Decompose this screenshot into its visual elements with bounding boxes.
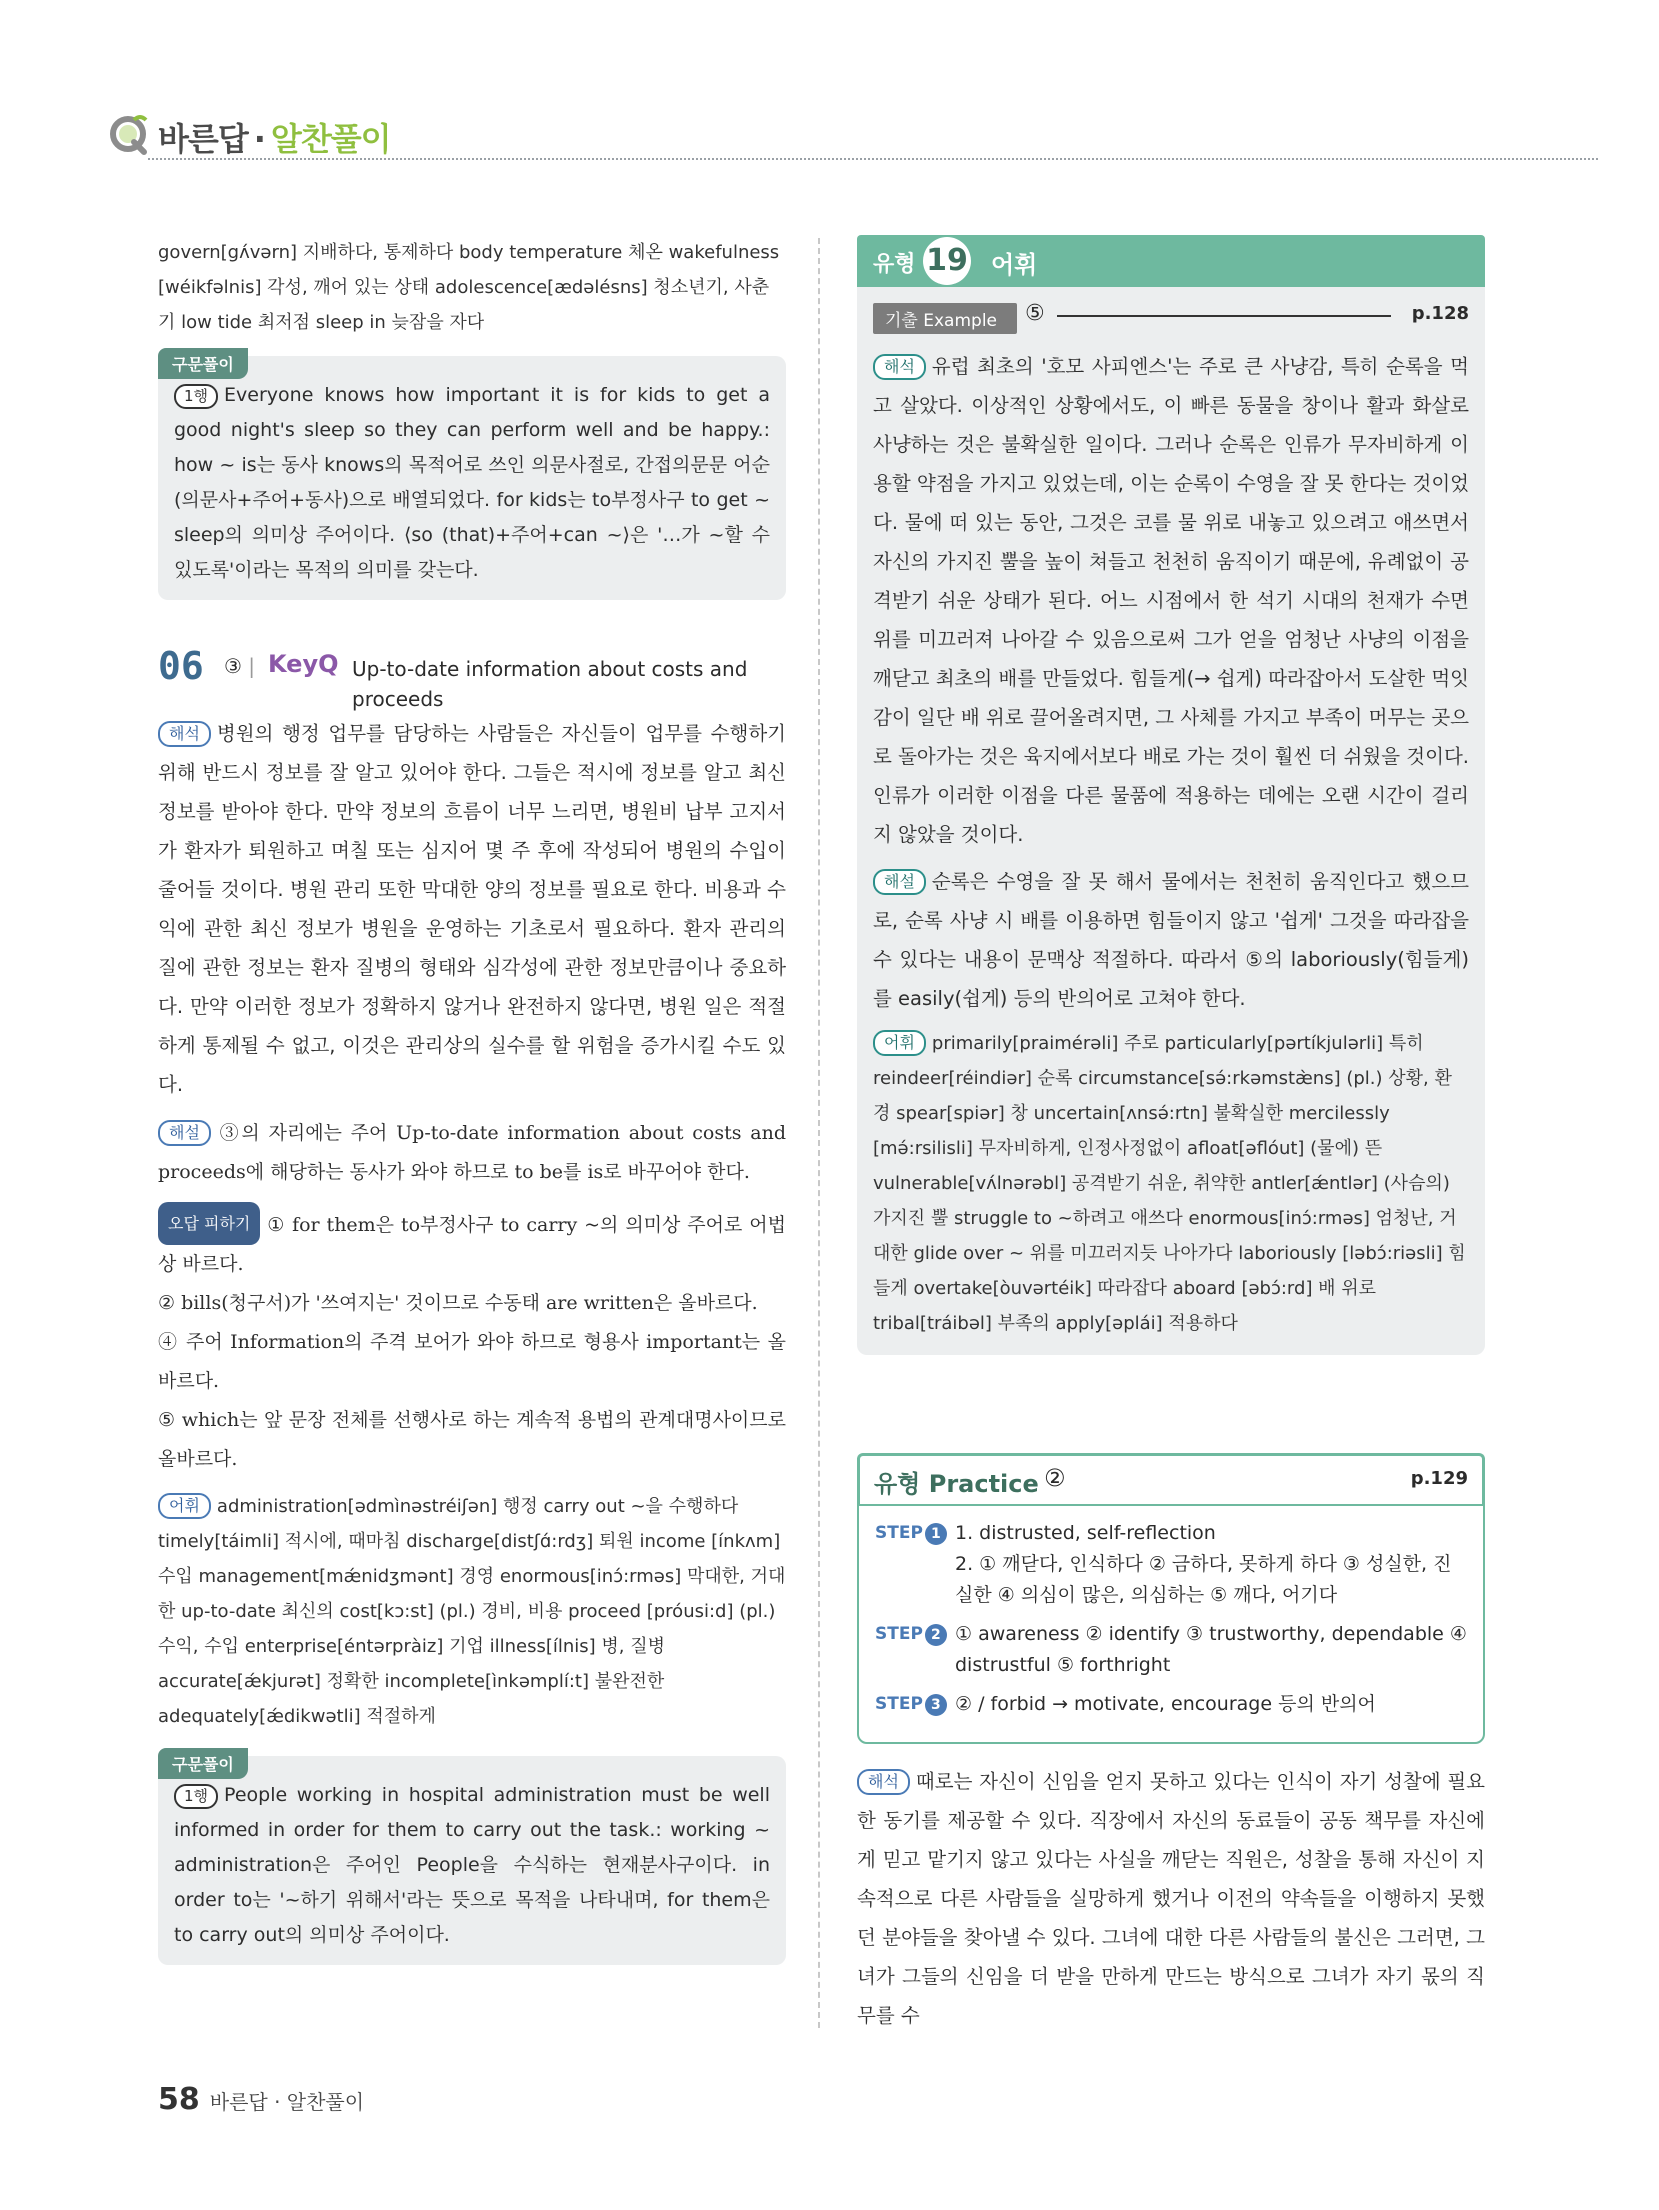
- syntax-label: 구문풀이: [158, 348, 248, 379]
- vocab-tag: 어휘: [158, 1493, 211, 1519]
- step-label: STEP 3: [875, 1689, 947, 1720]
- vocab-19: [873, 1026, 1469, 1341]
- wrong-answers-06: [158, 1202, 786, 1284]
- translation-tag-practice: 해석: [857, 1769, 910, 1795]
- syntax-label-2: 구문풀이: [158, 1748, 248, 1779]
- translation-practice: [857, 1762, 1485, 2035]
- type-number: 19: [923, 237, 971, 285]
- practice-label: 유형 Practice: [874, 1470, 1039, 1498]
- step-number: 2: [925, 1624, 947, 1646]
- question-06-header: [158, 646, 786, 714]
- explanation-19-text: 순록은 수영을 잘 못 해서 물에서는 천천히 움직인다고 했으므로, 순록 사냥 시 배를 이용하면 힘들이지 않고 '쉽게' 그것을 따라잡을 수 있다는 내용이 문맥상 적절하다. 따라서 ⑤의 laboriously(힘들게)를 easily(쉽게) 등의 반의어로 고쳐야 한다.: [873, 870, 1469, 1010]
- type-name: 어휘: [991, 251, 1038, 279]
- vocab-tag-19: 어휘: [873, 1030, 926, 1056]
- footer-text: 바른답 · 알찬풀이: [209, 2090, 365, 2114]
- title-sub: 알찬풀이: [270, 120, 391, 158]
- step-1-text: 1. distrusted, self-reflection: [955, 1522, 1216, 1544]
- logo-q-icon: [108, 112, 152, 156]
- syntax-box-2: [158, 1756, 786, 1965]
- step-3: [875, 1689, 1467, 1720]
- translation-tag-19: 해석: [873, 354, 926, 380]
- translation-06: [158, 714, 786, 1104]
- type-19-header: [857, 235, 1485, 287]
- step-2: [875, 1619, 1467, 1681]
- keyq-text: Up-to-date information about costs and proceeds: [352, 657, 748, 711]
- page-number: 58: [158, 2082, 200, 2117]
- wrong-answer-5: ⑤ which는 앞 문장 전체를 선행사로 하는 계속적 용법의 관계대명사이므로 올바르다.: [158, 1409, 786, 1470]
- line-badge: 1행: [174, 384, 218, 409]
- explanation-tag-19: 해설: [873, 869, 926, 895]
- practice-page: p.129: [1410, 1468, 1468, 1489]
- example-page: p.128: [1411, 303, 1469, 324]
- practice-body: [857, 1504, 1485, 1744]
- explanation-19: [873, 862, 1469, 1018]
- syntax-text-1: [174, 370, 770, 588]
- example-answer: ⑤: [1025, 301, 1045, 326]
- title-dot: ·: [253, 120, 265, 158]
- step-3-text: ② / forbid → motivate, encourage 등의 반의어: [955, 1693, 1376, 1715]
- example-row: [873, 301, 1469, 337]
- step-2-text: ① awareness ② identify ③ trustworthy, dependable ④ distrustful ⑤ forthright: [955, 1623, 1467, 1676]
- wrong-answer-2: ② bills(청구서)가 '쓰여지는' 것이므로 수동태 are written은 올바르다.: [158, 1292, 758, 1314]
- left-column: [158, 235, 786, 1965]
- title-main: 바른답: [158, 120, 248, 158]
- line-badge-2: 1행: [174, 1784, 218, 1809]
- vocab-top: govern[gʌ́vərn] 지배하다, 통제하다 body temperature 체온 wakefulness [wéikfəlnis] 각성, 깨어 있는 상태 adolescence[ӕdəlésns] 청소년기, 사춘기 low tide 최저점 sleep in 늦잠을 자다: [158, 242, 780, 333]
- vocab-06-text: administration[ədmìnəstréiʃən] 행정 carry out ~을 수행하다 timely[táimli] 적시에, 때마침 discharge[distʃɑ́:rdʒ] 퇴원 income [ínkʌm] 수입 management[mǽnidʒmənt] 경영 enormous[inɔ́:rməs] 막대한, 거대한 up-to-date 최신의 cost[kɔ:st] (pl.) 경비, 비용 proceed [próusi:d] (pl.) 수익, 수입 enterprise[éntərpràiz] 기업 illness[ílnis] 병, 질병 accurate[ǽkjurət] 정확한 incomplete[ìnkəmplí:t] 불완전한 adequately[ǽdikwətli] 적절하게: [158, 1496, 786, 1727]
- header-divider: [148, 158, 1598, 160]
- step-number: 1: [925, 1523, 947, 1545]
- wrong-answer-4: ④ 주어 Information의 주격 보어가 와야 하므로 형용사 important는 올바르다.: [158, 1331, 786, 1392]
- vocab-06: [158, 1489, 786, 1734]
- translation-tag: 해석: [158, 721, 211, 747]
- page-footer: [158, 2082, 364, 2117]
- step-label: STEP 1: [875, 1518, 947, 1549]
- step-1-text2: 2. ① 깨닫다, 인식하다 ② 금하다, 못하게 하다 ③ 성실한, 진실한 ④ 의심이 많은, 의심하는 ⑤ 깨다, 어기다: [955, 1553, 1452, 1606]
- right-column: [857, 235, 1485, 2035]
- syntax-text-2: [174, 1770, 770, 1953]
- step-1: [875, 1518, 1467, 1611]
- wrong-answer-label: 오답 피하기: [158, 1202, 260, 1245]
- translation-practice-text: 때로는 자신이 신임을 얻지 못하고 있다는 인식이 자기 성찰에 필요한 동기를 제공할 수 있다. 직장에서 자신의 동료들이 공동 책무를 자신에게 믿고 맡기지 않고 있다는 사실을 깨닫는 직원은, 성찰을 통해 자신이 지속적으로 다른 사람들을 실망하게 했거나 이전의 약속들을 이행하지 못했던 분야들을 찾아낼 수 있다. 그녀에 대한 다른 사람들의 불신은 그러면, 그녀가 그들의 신임을 더 받을 만하게 만드는 방식으로 그녀가 자기 몫의 직무를 수: [857, 1770, 1485, 2027]
- question-answer: ③ |: [224, 654, 256, 678]
- example-label: 기출 Example: [873, 303, 1017, 334]
- practice-header: [857, 1453, 1485, 1504]
- step-number: 3: [925, 1694, 947, 1716]
- step-label: STEP 2: [875, 1619, 947, 1650]
- page-title: [158, 114, 391, 160]
- explanation-tag: 해설: [158, 1120, 211, 1146]
- translation-19: [873, 347, 1469, 854]
- column-divider: [818, 238, 820, 2028]
- keyq-label: KeyQ: [268, 650, 339, 678]
- page-header: [108, 108, 1598, 164]
- example-rule: [1057, 315, 1391, 317]
- translation-19-text: 유럽 최초의 '호모 사피엔스'는 주로 큰 사냥감, 특히 순록을 먹고 살았다. 이상적인 상황에서도, 이 빠른 동물을 창이나 활과 화살로 사냥하는 것은 불확실한 일이다. 그러나 순록은 인류가 무자비하게 이용할 약점을 가지고 있었는데, 이는 순록이 수영을 잘 못 한다는 것이었다. 물에 떠 있는 동안, 그것은 코를 물 위로 내놓고 있으려고 애쓰면서 자신의 가지진 뿔을 높이 쳐들고 천천히 움직이기 때문에, 유례없이 공격받기 쉬운 상태가 된다. 어느 시점에서 한 석기 시대의 천재가 수면 위를 미끄러져 나아갈 수 있음으로써 그가 얻을 엄청난 사냥의 이점을 깨닫고 최초의 배를 만들었다. 힘들게(→ 쉽게) 따라잡아서 도살한 먹잇감이 일단 배 위로 끌어올려지면, 그 사체를 가지고 부족이 머무는 곳으로 돌아가는 것은 육지에서보다 배로 가는 것이 훨씬 더 쉬웠을 것이다. 인류가 이러한 이점을 다른 물품에 적용하는 데에는 오랜 시간이 걸리지 않았을 것이다.: [873, 355, 1469, 846]
- type-19-box: [857, 287, 1485, 1355]
- practice-answer: ②: [1044, 1464, 1066, 1492]
- syntax-body-2: People working in hospital administration must be well informed in order for them to carry out the task.: working ~ administration은 주어인 People을 수식하는 현재분사구이다. in order to는 '~하기 위해서'라는 뜻으로 목적을 나타내며, for them은 to carry out의 의미상 주어이다.: [174, 1784, 770, 1946]
- syntax-box-1: [158, 356, 786, 600]
- syntax-body-1: Everyone knows how important it is for kids to get a good night's sleep so they can perform well and be happy.: how ~ is는 동사 knows의 목적어로 쓰인 의문사절로, 간접의문문 어순(의문사+주어+동사)으로 배열되었다. for kids는 to부정사구 to get ~ sleep의 의미상 주어이다. ⟨so (that)+주어+can ~⟩은 '…가 ~할 수 있도록'이라는 목적의 의미를 갖는다.: [174, 384, 770, 581]
- question-number: 06: [158, 644, 204, 688]
- translation-06-text: 병원의 행정 업무를 담당하는 사람들은 자신들이 업무를 수행하기 위해 반드시 정보를 잘 알고 있어야 한다. 그들은 적시에 정보를 알고 최신 정보를 받아야 한다. 만약 정보의 흐름이 너무 느리면, 병원비 납부 고지서가 환자가 퇴원하고 며칠 또는 심지어 몇 주 후에 작성되어 병원의 수입이 줄어들 것이다. 병원 관리 또한 막대한 양의 정보를 필요로 한다. 비용과 수익에 관한 최신 정보가 병원을 운영하는 기초로서 필요하다. 환자 관리의 질에 관한 정보는 환자 질병의 형태와 심각성에 관한 정보만큼이나 중요하다. 만약 이러한 정보가 정확하지 않거나 완전하지 않다면, 병원 일은 적절하게 통제될 수 없고, 이것은 관리상의 실수를 할 위험을 증가시킬 수도 있다.: [158, 722, 786, 1096]
- wrong-answer-1: ① for them은 to부정사구 to carry ~의 의미상 주어로 어법상 바르다.: [158, 1214, 786, 1275]
- vocab-19-text: primarily[praimérəli] 주로 particularly[pərtíkjulərli] 특히 reindeer[réindiər] 순록 circumstance[sə́:rkəmstæ̀ns] (pl.) 상황, 환경 spear[spiər] 창 uncertain[ʌnsə́:rtn] 불확실한 mercilessly [mə́:rsilisli] 무자비하게, 인정사정없이 afloat[əflóut] (물에) 뜬 vulnerable[vʌ́lnərəbl] 공격받기 쉬운, 취약한 antler[ǽntlər] (사슴의) 가지진 뿔 struggle to ~하려고 애쓰다 enormous[inɔ́:rməs] 엄청난, 거대한 glide over ~ 위를 미끄러지듯 나아가다 laboriously [ləbɔ́:riəsli] 힘들게 overtake[òuvərtéik] 따라잡다 aboard [əbɔ́:rd] 배 위로 tribal[tráibəl] 부족의 apply[əplái] 적용하다: [873, 1033, 1466, 1334]
- explanation-06-text: ③의 자리에는 주어 Up-to-date information about costs and proceeds에 해당하는 동사가 와야 하므로 to be를 is로 바꾸어야 한다.: [158, 1122, 786, 1183]
- type-label: 유형: [873, 252, 916, 277]
- explanation-06: [158, 1114, 786, 1192]
